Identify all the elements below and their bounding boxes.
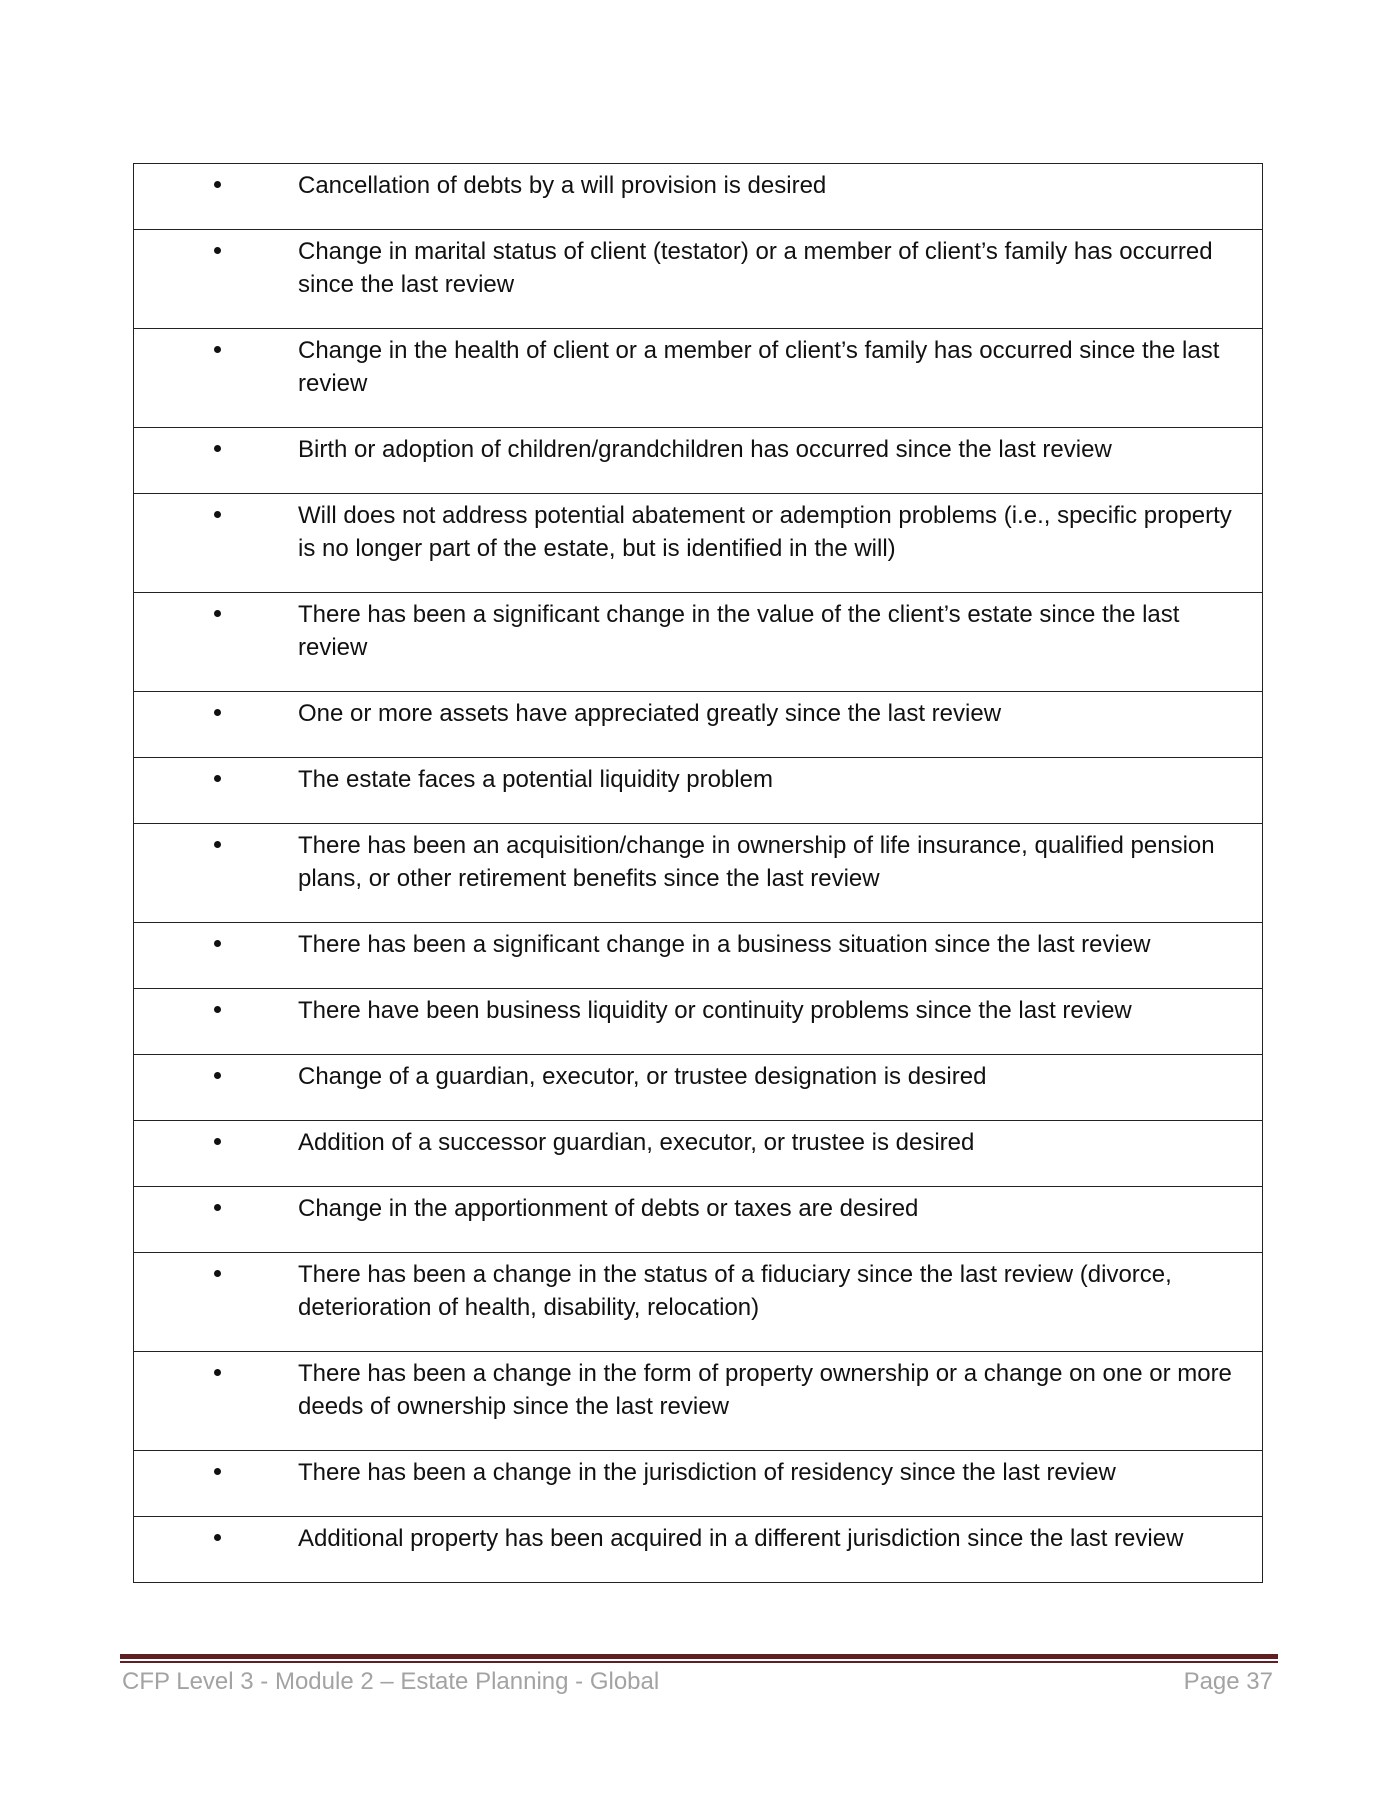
bullet-icon [134,334,298,360]
checklist-item-text: There has been an acquisition/change in ownership of life insurance, qualified pension plans, or other retirement benefits since the last review [298,832,1215,892]
table-row [134,1253,1263,1352]
checklist-item-text: Change in the health of client or a member of client’s family has occurred since the last review [298,337,1220,397]
checklist-item-text: There has been a change in the jurisdiction of residency since the last review [298,1459,1116,1486]
table-row [134,923,1263,989]
bullet-icon [134,697,298,723]
checklist-item-text: Birth or adoption of children/grandchildren has occurred since the last review [298,436,1112,463]
checklist-item-text: There has been a significant change in the value of the client’s estate since the last review [298,601,1180,661]
checklist-item-text: Change of a guardian, executor, or trustee designation is desired [298,1063,987,1090]
bullet-icon [134,1060,298,1086]
bullet-icon [134,1456,298,1482]
bullet-icon [134,1258,298,1284]
bullet-icon [134,598,298,624]
table-row [134,494,1263,593]
checklist-item-text: One or more assets have appreciated greatly since the last review [298,700,1002,727]
checklist-item-text: There have been business liquidity or continuity problems since the last review [298,997,1132,1024]
checklist-item-text: Addition of a successor guardian, executor, or trustee is desired [298,1129,975,1156]
table-row [134,1352,1263,1451]
table-row [134,164,1263,230]
table-row [134,1055,1263,1121]
bullet-icon [134,928,298,954]
checklist-item-text: Will does not address potential abatement or ademption problems (i.e., specific property is no longer part of the estate, but is identified in the will) [298,502,1232,562]
footer-document-title: CFP Level 3 - Module 2 – Estate Planning - Global [122,1668,660,1695]
table-row [134,1451,1263,1517]
bullet-icon [134,829,298,855]
footer-divider-thin [120,1661,1278,1663]
bullet-icon [134,499,298,525]
bullet-icon [134,1522,298,1548]
bullet-icon [134,1192,298,1218]
checklist-item-text: There has been a change in the form of property ownership or a change on one or more deeds of ownership since the last review [298,1360,1232,1420]
table-row [134,593,1263,692]
bullet-icon [134,169,298,195]
footer-page-number: Page 37 [1183,1668,1273,1695]
bullet-icon [134,235,298,261]
table-row [134,692,1263,758]
table-row [134,758,1263,824]
bullet-icon [134,994,298,1020]
table-row [134,428,1263,494]
table-row [134,1517,1263,1583]
checklist-item-text: Change in the apportionment of debts or taxes are desired [298,1195,919,1222]
bullet-icon [134,1357,298,1383]
estate-review-checklist-table [133,163,1263,1583]
checklist-item-text: Additional property has been acquired in a different jurisdiction since the last review [298,1525,1184,1552]
table-row [134,230,1263,329]
checklist-item-text: Cancellation of debts by a will provision is desired [298,172,827,199]
footer-divider-thick [120,1654,1278,1659]
table-row [134,824,1263,923]
table-row [134,329,1263,428]
bullet-icon [134,763,298,789]
table-row [134,1121,1263,1187]
bullet-icon [134,433,298,459]
checklist-item-text: The estate faces a potential liquidity problem [298,766,773,793]
checklist-item-text: There has been a significant change in a business situation since the last review [298,931,1151,958]
table-row [134,989,1263,1055]
checklist-item-text: Change in marital status of client (testator) or a member of client’s family has occurred since the last review [298,238,1213,298]
checklist-item-text: There has been a change in the status of a fiduciary since the last review (divorce, deterioration of health, disability, relocation) [298,1261,1172,1321]
table-row [134,1187,1263,1253]
bullet-icon [134,1126,298,1152]
